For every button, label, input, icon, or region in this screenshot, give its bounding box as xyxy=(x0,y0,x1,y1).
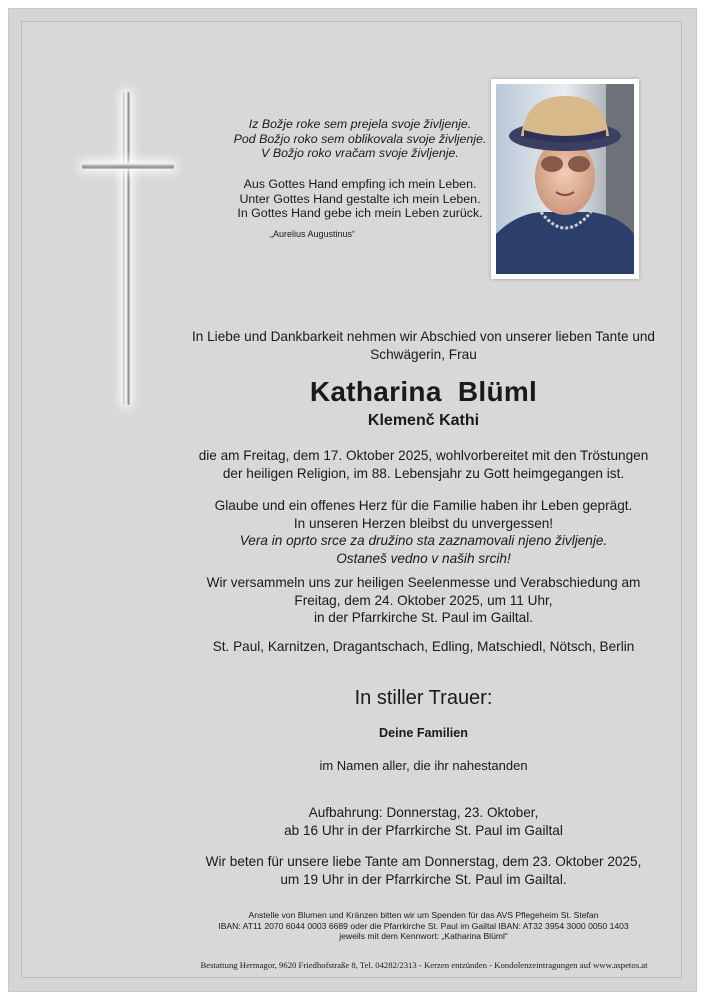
text-line: Anstelle von Blumen und Kränzen bitten wir um Spenden für das AVS Pflegeheim St. Stefan xyxy=(248,910,599,920)
death-notice xyxy=(160,447,687,482)
poem-source: „Aurelius Augustinus“ xyxy=(269,229,356,239)
families-label: Deine Familien xyxy=(379,726,468,740)
mourning-heading: In stiller Trauer: xyxy=(354,687,493,709)
poem-line: In Gottes Hand gebe ich mein Leben zurück. xyxy=(237,206,483,221)
donation-note xyxy=(160,910,687,942)
on-behalf-text: im Namen aller, die ihr nahestanden xyxy=(319,758,528,773)
laying-out-info xyxy=(160,804,687,839)
footer-text: Bestattung Hermagor, 9620 Friedhofstraße 8, Tel. 04282/2313 - Kerzen entzünden - Kondolenzeintragungen auf www.aspetos.at xyxy=(200,960,648,970)
text-line: jeweils mit dem Kennwort: „Katharina Blüml“ xyxy=(339,931,508,942)
text-line: um 19 Uhr in der Pfarrkirche St. Paul im Gailtal. xyxy=(280,871,567,887)
text-line: Wir beten für unsere liebe Tante am Donnerstag, dem 23. Oktober 2025, xyxy=(205,854,642,869)
poem-line: Iz Božje roke sem prejela svoje življenje. xyxy=(248,117,472,131)
text-line: Freitag, dem 24. Oktober 2025, um 11 Uhr, xyxy=(294,592,553,608)
text-line: Aufbahrung: Donnerstag, 23. Oktober, xyxy=(308,805,539,820)
deceased-nickname: Klemenč Kathi xyxy=(367,412,480,429)
text-line: Glaube und ein offenes Herz für die Familie haben ihr Leben geprägt. xyxy=(214,498,633,513)
tribute xyxy=(160,497,687,567)
text-line: Ostaneš vedno v naših srcih! xyxy=(336,550,511,566)
text-line: ab 16 Uhr in der Pfarrkirche St. Paul im Gailtal xyxy=(284,822,563,838)
text-line: in der Pfarrkirche St. Paul im Gailtal. xyxy=(313,610,534,626)
cross-icon-bar xyxy=(82,163,174,169)
deceased-name: Katharina Blüml xyxy=(309,376,538,407)
poem-line: Aus Gottes Hand empfing ich mein Leben. xyxy=(243,177,477,191)
text-line: Wir versammeln uns zur heiligen Seelenmesse und Verabschiedung am xyxy=(206,575,641,590)
text-line: Schwägerin, Frau xyxy=(370,346,477,362)
portrait-photo xyxy=(491,79,639,279)
text-line: In Liebe und Dankbarkeit nehmen wir Abschied von unserer lieben Tante und xyxy=(192,329,655,344)
poem-line: V Božjo roko vračam svoje življenje. xyxy=(261,146,459,161)
poem-line: Unter Gottes Hand gestalte ich mein Leben. xyxy=(239,191,481,206)
cross-icon xyxy=(123,92,130,405)
prayer-info xyxy=(160,853,687,888)
places-list: St. Paul, Karnitzen, Dragantschach, Edling, Matschiedl, Nötsch, Berlin xyxy=(212,639,635,654)
text-line: IBAN: AT11 2070 6044 0003 6689 oder die Pfarrkirche St. Paul im Gailtal IBAN: AT32 3954 3000 0050 1403 xyxy=(218,920,629,931)
funeral-info xyxy=(160,574,687,627)
intro-text xyxy=(160,328,687,363)
portrait-image xyxy=(496,84,634,274)
text-line: der heiligen Religion, im 88. Lebensjahr zu Gott heimgegangen ist. xyxy=(222,465,625,481)
text-line: Vera in oprto srce za družino sta zaznamovali njeno življenje. xyxy=(239,533,608,549)
poem-line: Pod Božjo roko sem oblikovala svoje življenje. xyxy=(233,131,487,146)
text-line: die am Freitag, dem 17. Oktober 2025, wohlvorbereitet mit den Tröstungen xyxy=(198,448,649,463)
text-line: In unseren Herzen bleibst du unvergessen! xyxy=(293,515,554,531)
